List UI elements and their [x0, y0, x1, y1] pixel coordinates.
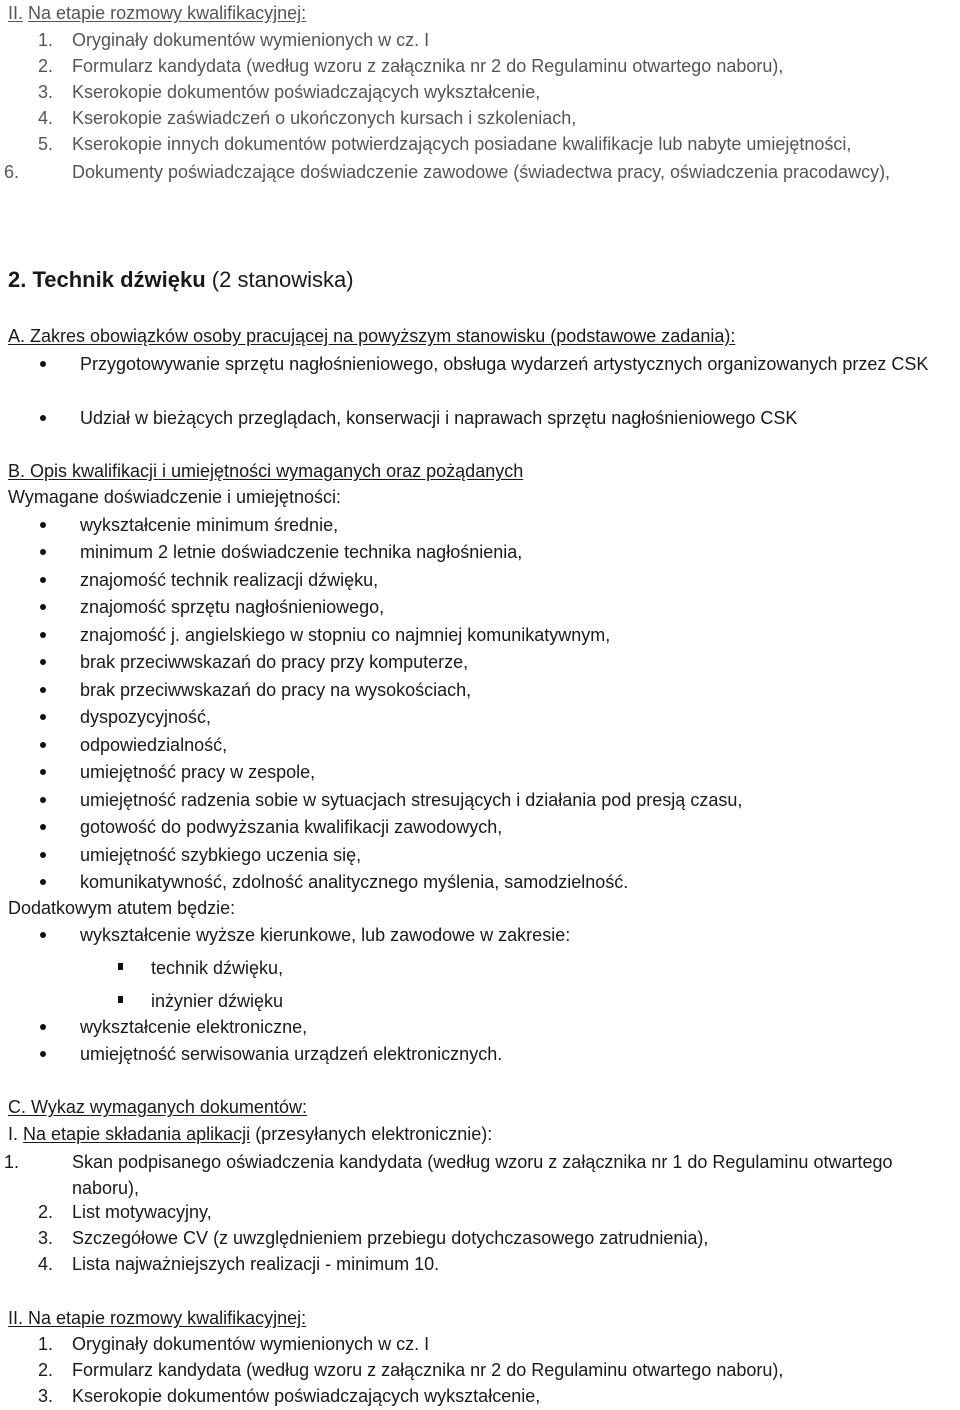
- required-label: Wymagane doświadczenie i umiejętności:: [8, 487, 341, 507]
- list-item: 1. Skan podpisanego oświadczenia kandydata (według wzoru z załącznika nr 1 do Regulaminu otwartego naboru),: [4, 1152, 893, 1198]
- part1-heading: I. Na etapie składania aplikacji (przesyłanych elektronicznie):: [8, 1124, 493, 1144]
- bullet-icon: [40, 769, 46, 775]
- list-item: znajomość technik realizacji dźwięku,: [40, 567, 960, 593]
- additional-label: Dodatkowym atutem będzie:: [8, 898, 236, 918]
- list-item: znajomość sprzętu nagłośnieniowego,: [40, 594, 960, 620]
- list-item: 1. Oryginały dokumentów wymienionych w cz. I: [38, 1334, 430, 1354]
- list-item: wykształcenie elektroniczne,: [40, 1014, 960, 1040]
- list-item: wykształcenie minimum średnie,: [40, 512, 960, 538]
- list-item: brak przeciwwskazań do pracy przy komputerze,: [40, 649, 960, 675]
- bullet-icon: [40, 742, 46, 748]
- list-item: 4. Lista najważniejszych realizacji - minimum 10.: [38, 1254, 440, 1274]
- bullet-icon: [40, 361, 46, 367]
- list-item: 2. Formularz kandydata (według wzoru z załącznika nr 2 do Regulaminu otwartego naboru),: [38, 56, 784, 76]
- list-item: umiejętność radzenia sobie w sytuacjach stresujących i działania pod presją czasu,: [40, 787, 960, 813]
- section-b-heading: B. Opis kwalifikacji i umiejętności wymaganych oraz pożądanych: [8, 461, 524, 481]
- list-item: 3. Szczegółowe CV (z uwzględnieniem przebiegu dotychczasowego zatrudnienia),: [38, 1228, 709, 1248]
- list-item: 2. Formularz kandydata (według wzoru z załącznika nr 2 do Regulaminu otwartego naboru),: [38, 1360, 784, 1380]
- section-c-heading: C. Wykaz wymaganych dokumentów:: [8, 1097, 307, 1117]
- list-item: 2. List motywacyjny,: [38, 1202, 212, 1222]
- bullet-icon: [40, 687, 46, 693]
- bullet-icon: [40, 604, 46, 610]
- list-item: znajomość j. angielskiego w stopniu co najmniej komunikatywnym,: [40, 622, 960, 648]
- list-item: 6. Dokumenty poświadczające doświadczenie zawodowe (świadectwa pracy, oświadczenia pracodawcy),: [4, 162, 891, 182]
- list-item: wykształcenie wyższe kierunkowe, lub zawodowe w zakresie:: [40, 922, 960, 948]
- list-item: umiejętność pracy w zespole,: [40, 759, 960, 785]
- list-item: umiejętność szybkiego uczenia się,: [40, 842, 960, 868]
- list-item: umiejętność serwisowania urządzeń elektronicznych.: [40, 1041, 960, 1067]
- list-item: dyspozycyjność,: [40, 704, 960, 730]
- bullet-icon: [40, 714, 46, 720]
- bullet-icon: [40, 1051, 46, 1057]
- bullet-icon: [40, 659, 46, 665]
- list-item: Udział w bieżących przeglądach, konserwacji i naprawach sprzętu nagłośnieniowego CSK: [40, 405, 960, 431]
- top-heading-prefix: II.: [8, 3, 24, 23]
- list-item: Przygotowywanie sprzętu nagłośnieniowego, obsługa wydarzeń artystycznych organizowanych przez CSK: [40, 351, 960, 377]
- bullet-icon: [40, 824, 46, 830]
- bullet-icon: [40, 797, 46, 803]
- bullet-icon: [40, 852, 46, 858]
- list-item: 4. Kserokopie zaświadczeń o ukończonych kursach i szkoleniach,: [38, 108, 577, 128]
- position-title: 2. Technik dźwięku (2 stanowiska): [8, 267, 354, 292]
- bullet-icon: [40, 549, 46, 555]
- sub-list-item: technik dźwięku,: [118, 957, 283, 979]
- list-item: odpowiedzialność,: [40, 732, 960, 758]
- list-item: 3. Kserokopie dokumentów poświadczających wykształcenie,: [38, 82, 541, 102]
- list-item: 1. Oryginały dokumentów wymienionych w cz. I: [38, 30, 430, 50]
- square-bullet-icon: [118, 963, 123, 970]
- bullet-icon: [40, 932, 46, 938]
- sub-list-item: inżynier dźwięku: [118, 990, 283, 1012]
- part2-heading: II. Na etapie rozmowy kwalifikacyjnej:: [8, 1308, 307, 1328]
- list-item: komunikatywność, zdolność analitycznego myślenia, samodzielność.: [40, 869, 960, 895]
- bullet-icon: [40, 522, 46, 528]
- section-a-heading: A. Zakres obowiązków osoby pracującej na powyższym stanowisku (podstawowe zadania):: [8, 326, 736, 346]
- list-item: 5. Kserokopie innych dokumentów potwierdzających posiadane kwalifikacje lub nabyte umiejętności,: [38, 134, 852, 154]
- top-section-heading: [8, 2, 306, 24]
- top-heading-text: Na etapie rozmowy kwalifikacyjnej:: [28, 3, 307, 23]
- bullet-icon: [40, 415, 46, 421]
- list-item: brak przeciwwskazań do pracy na wysokościach,: [40, 677, 960, 703]
- bullet-icon: [40, 879, 46, 885]
- bullet-icon: [40, 577, 46, 583]
- square-bullet-icon: [118, 996, 123, 1003]
- list-item: minimum 2 letnie doświadczenie technika nagłośnienia,: [40, 539, 960, 565]
- list-item: 3. Kserokopie dokumentów poświadczających wykształcenie,: [38, 1386, 541, 1406]
- bullet-icon: [40, 632, 46, 638]
- list-item: gotowość do podwyższania kwalifikacji zawodowych,: [40, 814, 960, 840]
- bullet-icon: [40, 1024, 46, 1030]
